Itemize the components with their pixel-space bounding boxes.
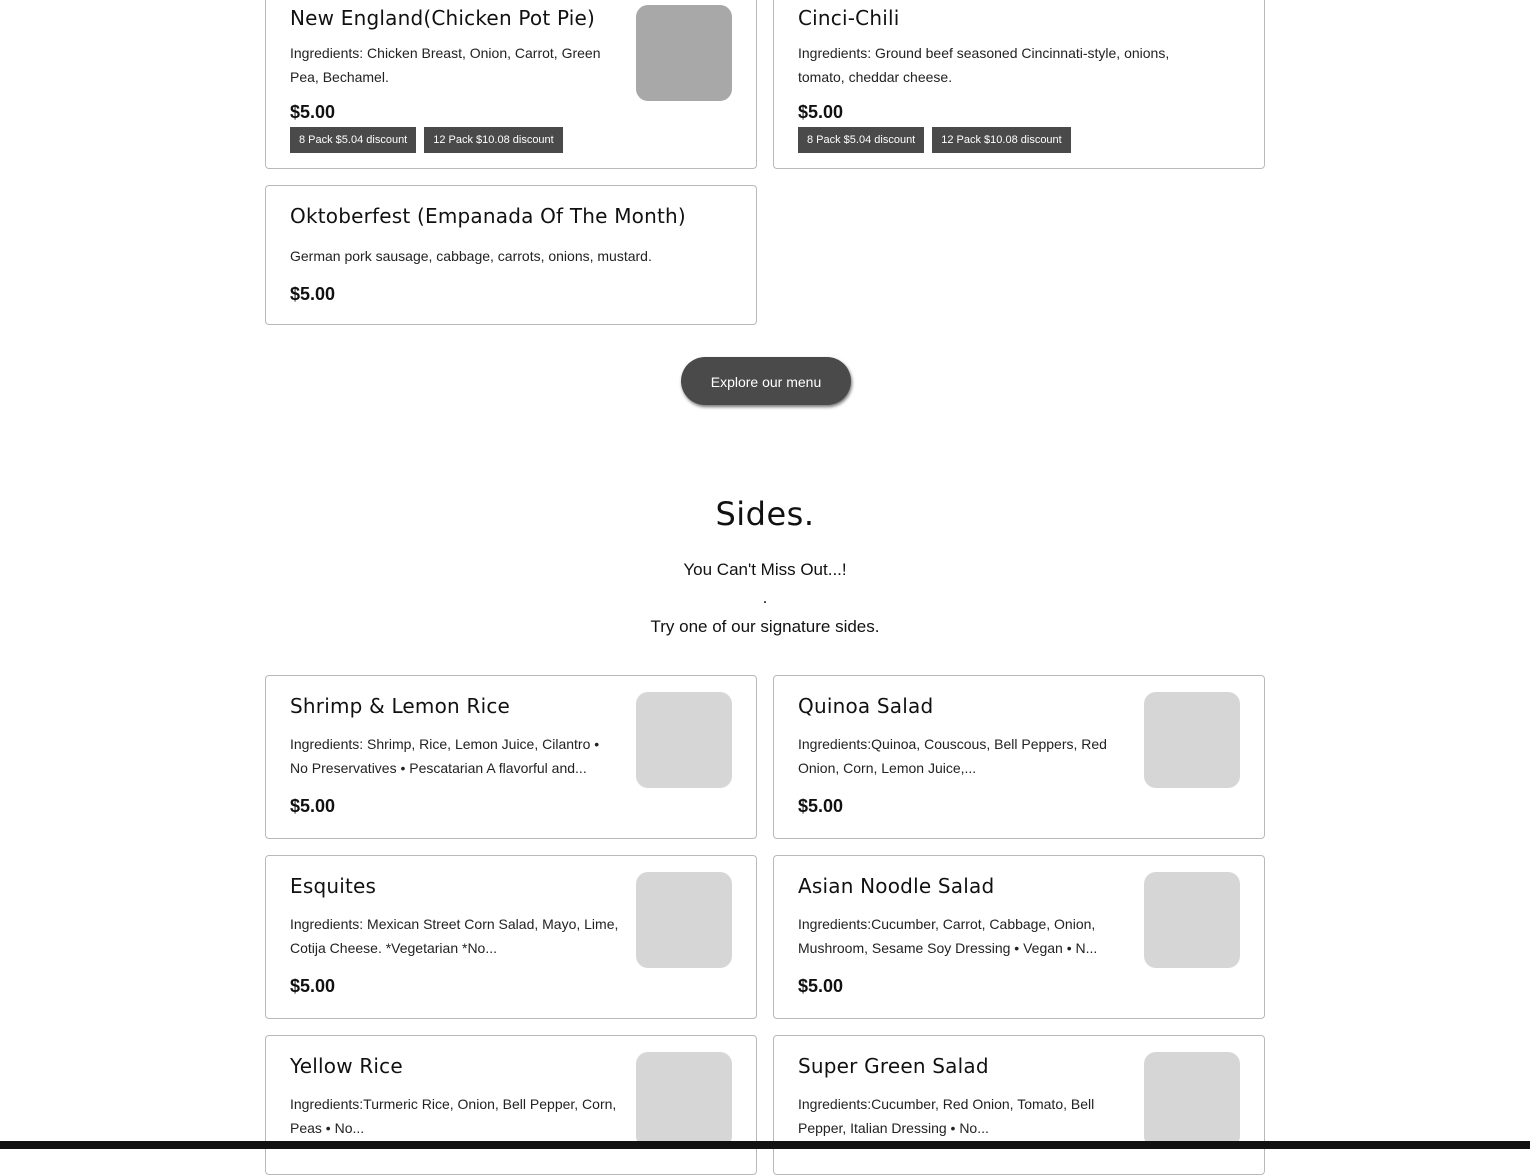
item-description: Ingredients:Quinoa, Couscous, Bell Peppers, Red Onion, Corn, Lemon Juice,... (798, 736, 1107, 776)
bottom-bar (0, 1141, 1530, 1149)
item-title: Esquites (290, 874, 377, 898)
item-image (636, 692, 732, 788)
discount-tag-8-pack[interactable]: 8 Pack $5.04 discount (798, 127, 924, 153)
item-price: $5.00 (798, 102, 844, 122)
item-title: Oktoberfest (Empanada Of The Month) (290, 204, 686, 228)
item-image (1144, 1052, 1240, 1148)
menu-item-card[interactable] (265, 0, 757, 169)
side-item-card[interactable] (265, 855, 757, 1019)
item-price: $5.00 (290, 796, 336, 816)
item-title: Quinoa Salad (798, 694, 934, 718)
item-title: Super Green Salad (798, 1054, 989, 1078)
item-title: New England(Chicken Pot Pie) (290, 6, 596, 30)
item-price: $5.00 (290, 976, 336, 996)
item-description: Ingredients: Ground beef seasoned Cincinnati-style, onions, tomato, cheddar cheese. (798, 45, 1170, 85)
item-title: Asian Noodle Salad (798, 874, 995, 898)
item-description: Ingredients:Turmeric Rice, Onion, Bell Pepper, Corn, Peas • No... (290, 1096, 617, 1136)
side-item-card[interactable] (265, 675, 757, 839)
side-item-card[interactable] (773, 675, 1265, 839)
side-item-card[interactable] (773, 855, 1265, 1019)
section-title: Sides. (715, 495, 815, 533)
side-item-card[interactable] (265, 1035, 757, 1175)
item-title: Cinci-Chili (798, 6, 900, 30)
item-price: $5.00 (290, 102, 336, 122)
discount-tags (798, 127, 1071, 153)
item-description: Ingredients: Shrimp, Rice, Lemon Juice, Cilantro • No Preservatives • Pescatarian A flavorful and... (290, 736, 600, 776)
section-divider-dot: . (762, 588, 768, 607)
item-price: $5.00 (290, 284, 336, 304)
side-item-card[interactable] (773, 1035, 1265, 1175)
explore-menu-button[interactable]: Explore our menu (681, 357, 851, 405)
item-description: Ingredients: Mexican Street Corn Salad, Mayo, Lime, Cotija Cheese. *Vegetarian *No... (290, 916, 619, 956)
discount-tag-12-pack[interactable]: 12 Pack $10.08 discount (424, 127, 562, 153)
item-image (636, 872, 732, 968)
item-price: $5.00 (798, 796, 844, 816)
menu-item-card[interactable] (265, 185, 757, 325)
discount-tag-12-pack[interactable]: 12 Pack $10.08 discount (932, 127, 1070, 153)
menu-item-card[interactable] (773, 0, 1265, 169)
item-price: $5.00 (798, 976, 844, 996)
section-tagline: Try one of our signature sides. (650, 617, 880, 636)
section-subtitle: You Can't Miss Out...! (683, 560, 847, 579)
item-description: Ingredients:Cucumber, Carrot, Cabbage, Onion, Mushroom, Sesame Soy Dressing • Vegan • N... (798, 916, 1098, 956)
discount-tags (290, 127, 563, 153)
item-title: Shrimp & Lemon Rice (290, 694, 511, 718)
item-description: Ingredients:Cucumber, Red Onion, Tomato, Bell Pepper, Italian Dressing • No... (798, 1096, 1095, 1136)
item-description: German pork sausage, cabbage, carrots, onions, mustard. (290, 248, 652, 264)
item-description: Ingredients: Chicken Breast, Onion, Carrot, Green Pea, Bechamel. (290, 45, 601, 85)
item-title: Yellow Rice (290, 1054, 403, 1078)
discount-tag-8-pack[interactable]: 8 Pack $5.04 discount (290, 127, 416, 153)
item-image (1144, 872, 1240, 968)
item-image (636, 5, 732, 101)
item-image (1144, 692, 1240, 788)
item-image (636, 1052, 732, 1148)
